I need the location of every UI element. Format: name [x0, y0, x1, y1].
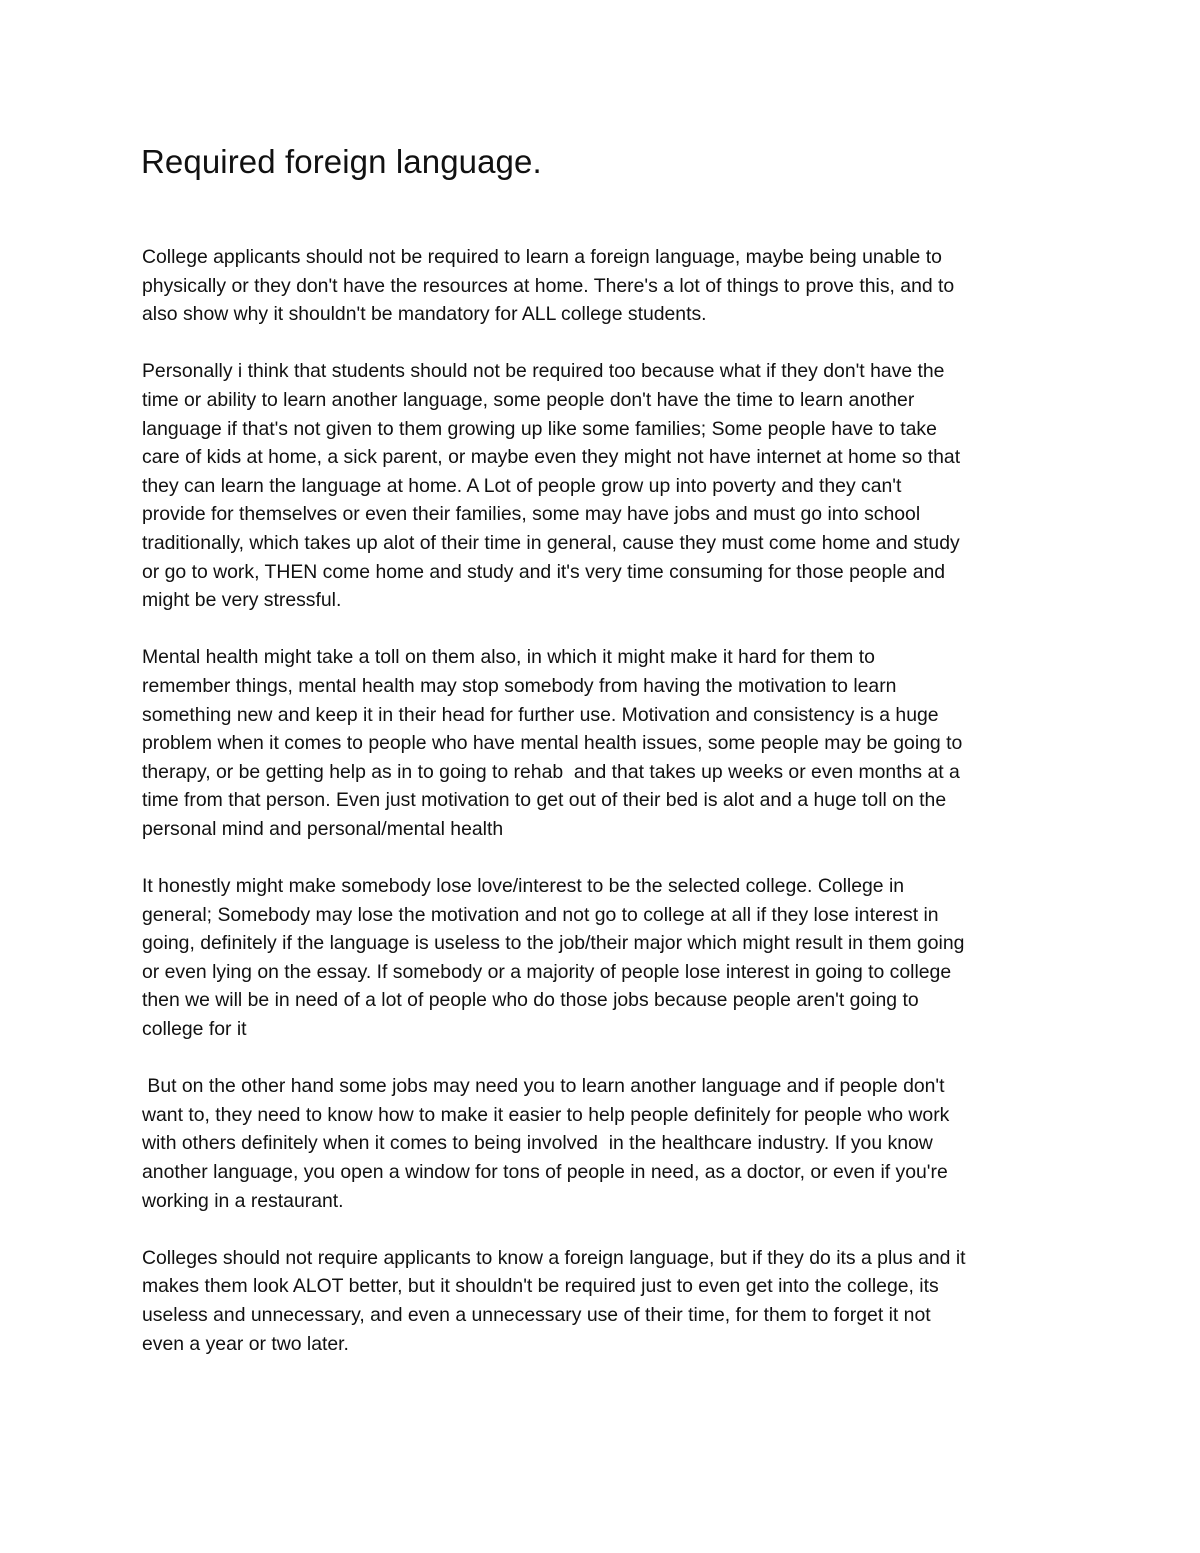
paragraph-mental-health: [142, 643, 1082, 843]
text-line: useless and unnecessary, and even a unnecessary use of their time, for them to forget it not: [142, 1303, 931, 1326]
text-line: want to, they need to know how to make it easier to help people definitely for people who work: [142, 1103, 950, 1126]
text-line: then we will be in need of a lot of people who do those jobs because people aren't going to: [142, 989, 919, 1012]
text-line: makes them look ALOT better, but it shouldn't be required just to even get into the college, its: [142, 1275, 939, 1298]
document-body: [142, 243, 1082, 1387]
text-line: even a year or two later.: [142, 1332, 349, 1355]
text-line: physically or they don't have the resources at home. There's a lot of things to prove this, and to: [142, 274, 955, 297]
text-line: personal mind and personal/mental health: [142, 817, 504, 840]
text-line: Colleges should not require applicants to know a foreign language, but if they do its a plus and it: [142, 1246, 966, 1269]
text-line: But on the other hand some jobs may need you to learn another language and if people don't: [142, 1075, 945, 1098]
text-line: or even lying on the essay. If somebody or a majority of people lose interest in going to college: [142, 960, 952, 983]
text-line: provide for themselves or even their families, some may have jobs and must go into school: [142, 503, 921, 526]
paragraph-conclusion: [142, 1244, 1082, 1358]
text-line: or go to work, THEN come home and study and it's very time consuming for those people and: [142, 560, 946, 583]
text-line: also show why it shouldn't be mandatory for ALL college students.: [142, 303, 707, 326]
text-line: It honestly might make somebody lose love/interest to be the selected college. College in: [142, 875, 905, 898]
paragraph-intro: [142, 243, 1082, 329]
text-line: with others definitely when it comes to being involved in the healthcare industry. If you know: [142, 1132, 933, 1155]
text-line: working in a restaurant.: [142, 1189, 344, 1212]
text-line: time from that person. Even just motivation to get out of their bed is alot and a huge toll on the: [142, 789, 947, 812]
text-line: College applicants should not be required to learn a foreign language, maybe being unable to: [142, 246, 942, 268]
text-line: another language, you open a window for tons of people in need, as a doctor, or even if you're: [142, 1161, 948, 1183]
text-line: Personally i think that students should not be required too because what if they don't have the: [142, 360, 945, 383]
paragraph-other-hand: [142, 1072, 1082, 1215]
paragraph-time-ability: [142, 357, 1082, 614]
text-line: might be very stressful.: [142, 589, 342, 612]
text-line: language if that's not given to them growing up like some families; Some people have to take: [142, 417, 937, 440]
document-title: Required foreign language.: [141, 143, 542, 180]
text-line: care of kids at home, a sick parent, or maybe even they might not have internet at home so that: [142, 446, 961, 469]
text-line: general; Somebody may lose the motivation and not go to college at all if they lose interest in: [142, 903, 939, 926]
text-line: remember things, mental health may stop somebody from having the motivation to learn: [142, 674, 897, 697]
text-line: time or ability to learn another language, some people don't have the time to learn another: [142, 388, 915, 411]
text-line: college for it: [142, 1018, 247, 1041]
text-line: Mental health might take a toll on them also, in which it might make it hard for them to: [142, 646, 875, 669]
paragraph-lose-interest: [142, 872, 1082, 1044]
text-line: therapy, or be getting help as in to going to rehab and that takes up weeks or even months at a: [142, 760, 960, 783]
text-line: problem when it comes to people who have mental health issues, some people may be going to: [142, 732, 963, 755]
text-line: traditionally, which takes up alot of their time in general, cause they must come home and study: [142, 531, 960, 554]
text-line: something new and keep it in their head for further use. Motivation and consistency is a huge: [142, 703, 939, 726]
text-line: they can learn the language at home. A Lot of people grow up into poverty and they can't: [142, 474, 902, 497]
text-line: going, definitely if the language is useless to the job/their major which might result in them going: [142, 932, 965, 955]
